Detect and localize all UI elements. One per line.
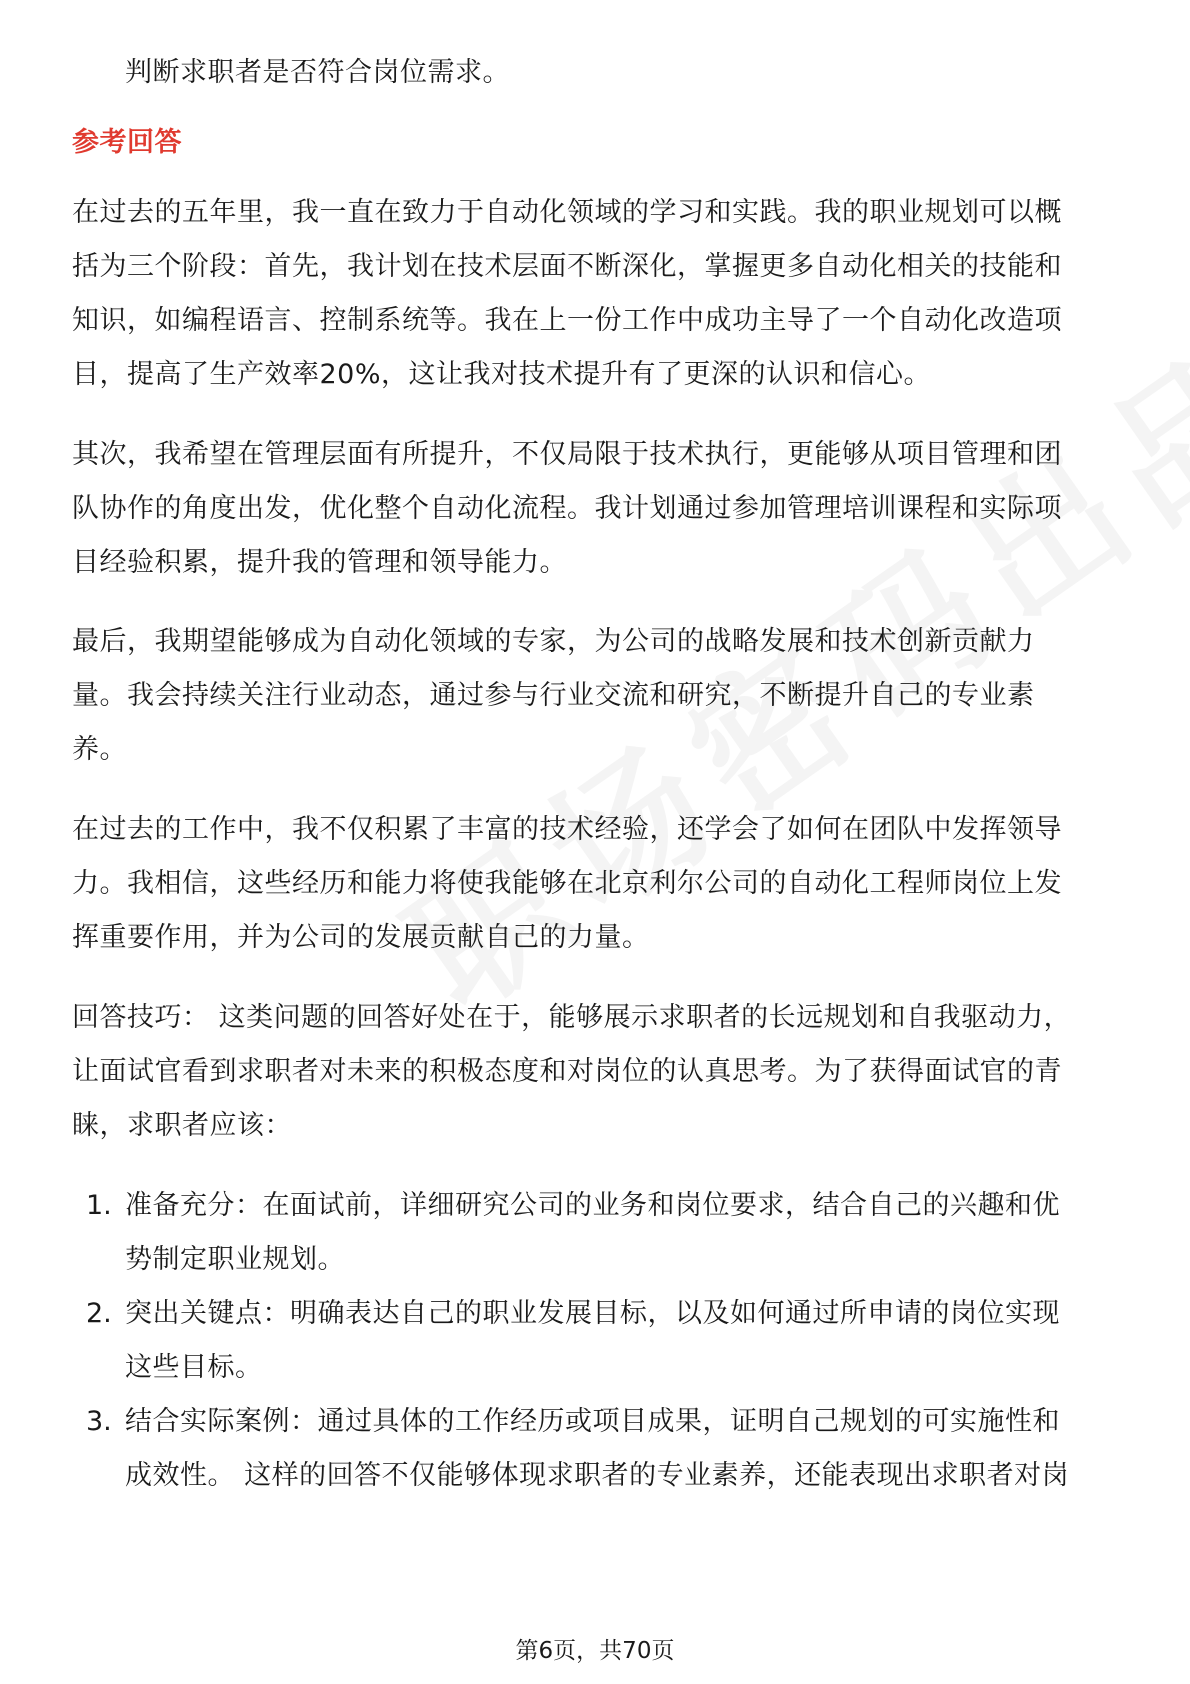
- paragraph-line: 最后，我期望能够成为自动化领域的专家，为公司的战略发展和技术创新贡献力: [72, 626, 1035, 657]
- intro-line: 判断求职者是否符合岗位需求。: [125, 57, 510, 88]
- paragraph-line: 在过去的工作中，我不仅积累了丰富的技术经验，还学会了如何在团队中发挥领导: [72, 814, 1062, 845]
- list-number: 1.: [86, 1190, 112, 1221]
- list-number: 2.: [86, 1298, 112, 1329]
- page-footer: 第6页，共70页: [515, 1638, 675, 1664]
- paragraph-line: 睐，求职者应该：: [72, 1110, 292, 1141]
- paragraph-line: 养。: [72, 734, 127, 765]
- paragraph-line: 挥重要作用，并为公司的发展贡献自己的力量。: [72, 922, 650, 953]
- paragraph-line: 量。我会持续关注行业动态，通过参与行业交流和研究，不断提升自己的专业素: [72, 680, 1035, 711]
- paragraph-line: 力。我相信，这些经历和能力将使我能够在北京利尔公司的自动化工程师岗位上发: [72, 868, 1062, 899]
- list-item-line: 这些目标。: [125, 1352, 263, 1383]
- paragraph-line: 目经验积累，提升我的管理和领导能力。: [72, 547, 567, 578]
- paragraph-line: 回答技巧： 这类问题的回答好处在于，能够展示求职者的长远规划和自我驱动力，: [72, 1002, 1072, 1033]
- paragraph-line: 在过去的五年里，我一直在致力于自动化领域的学习和实践。我的职业规划可以概: [72, 197, 1062, 228]
- paragraph-line: 目，提高了生产效率20%，这让我对技术提升有了更深的认识和信心。: [72, 359, 932, 390]
- paragraph-line: 括为三个阶段：首先，我计划在技术层面不断深化，掌握更多自动化相关的技能和: [72, 251, 1062, 282]
- list-item-line: 成效性。 这样的回答不仅能够体现求职者的专业素养，还能表现出求职者对岗: [125, 1460, 1070, 1491]
- paragraph-line: 其次，我希望在管理层面有所提升，不仅局限于技术执行，更能够从项目管理和团: [72, 439, 1062, 470]
- list-item-line: 势制定职业规划。: [125, 1244, 345, 1275]
- section-heading: 参考回答: [72, 127, 182, 158]
- list-number: 3.: [86, 1406, 112, 1437]
- list-item-line: 突出关键点：明确表达自己的职业发展目标，以及如何通过所申请的岗位实现: [125, 1298, 1060, 1329]
- list-item-line: 准备充分：在面试前，详细研究公司的业务和岗位要求，结合自己的兴趣和优: [125, 1190, 1060, 1221]
- list-item-line: 结合实际案例：通过具体的工作经历或项目成果，证明自己规划的可实施性和: [125, 1406, 1060, 1437]
- paragraph-line: 让面试官看到求职者对未来的积极态度和对岗位的认真思考。为了获得面试官的青: [72, 1056, 1062, 1087]
- paragraph-line: 知识，如编程语言、控制系统等。我在上一份工作中成功主导了一个自动化改造项: [72, 305, 1062, 336]
- paragraph-line: 队协作的角度出发，优化整个自动化流程。我计划通过参加管理培训课程和实际项: [72, 493, 1062, 524]
